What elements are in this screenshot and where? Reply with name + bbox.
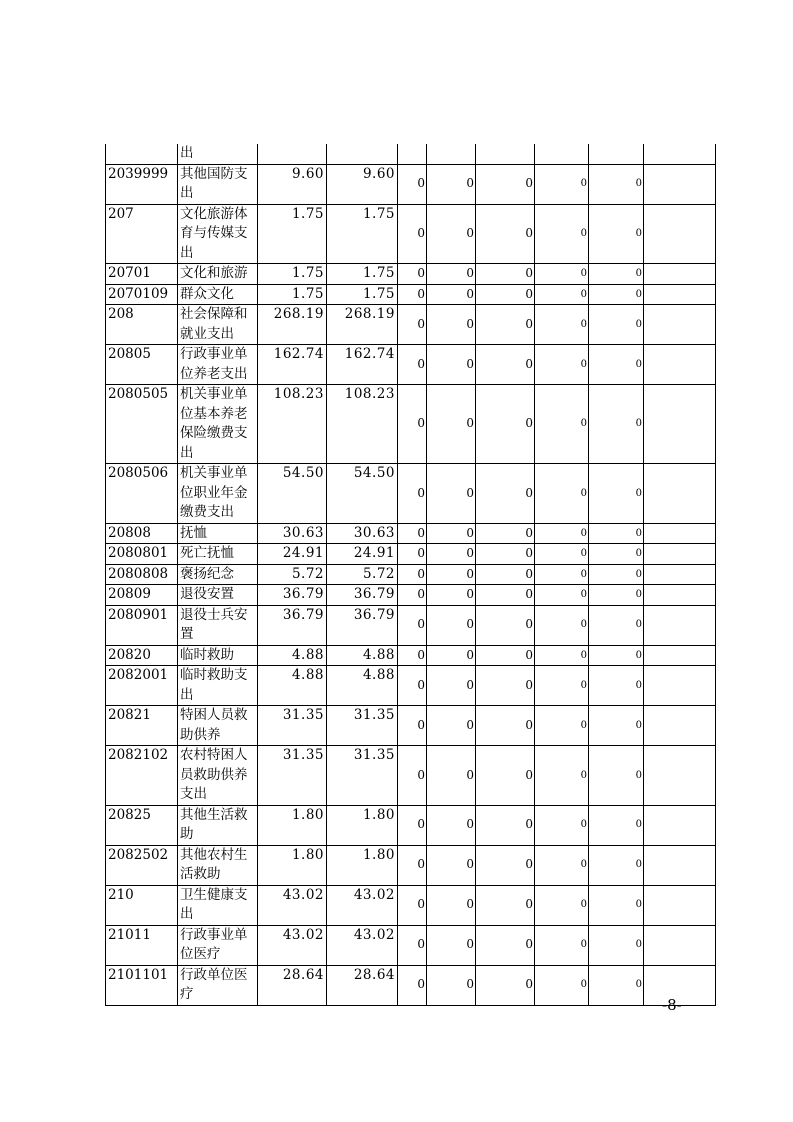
zero-value-cell: 0 [589,284,644,305]
item-name-cell: 褒扬纪念 [178,564,258,585]
code-cell: 2070109 [106,284,178,305]
zero-value-cell: 0 [535,264,589,285]
item-name-cell: 退役士兵安置 [178,605,258,645]
empty-cell [644,345,716,385]
code-cell: 207 [106,204,178,264]
zero-value-cell: 0 [476,345,535,385]
amount-basic-cell: 9.60 [327,164,398,204]
zero-value-cell: 0 [427,284,476,305]
code-cell: 2080801 [106,544,178,565]
table-row [106,284,716,305]
zero-value-cell: 0 [427,523,476,544]
table-row [106,345,716,385]
amount-total-cell: 31.35 [258,706,327,746]
empty-cell [644,925,716,965]
empty-cell [644,845,716,885]
table-row [106,585,716,606]
zero-value-cell: 0 [589,885,644,925]
amount-basic-cell: 4.88 [327,666,398,706]
zero-value-cell: 0 [476,925,535,965]
zero-value-cell: 0 [427,645,476,666]
zero-value-cell: 0 [398,666,427,706]
amount-total-cell: 108.23 [258,385,327,464]
zero-value-cell [535,144,589,164]
zero-value-cell: 0 [535,605,589,645]
zero-value-cell: 0 [476,706,535,746]
code-cell: 2080506 [106,464,178,524]
item-name-cell: 行政事业单位养老支出 [178,345,258,385]
zero-value-cell: 0 [535,746,589,806]
zero-value-cell: 0 [427,585,476,606]
zero-value-cell: 0 [535,585,589,606]
item-name-cell: 特困人员救助供养 [178,706,258,746]
table-row [106,925,716,965]
zero-value-cell: 0 [427,345,476,385]
zero-value-cell: 0 [398,845,427,885]
code-cell: 20701 [106,264,178,285]
empty-cell [644,564,716,585]
empty-cell [644,305,716,345]
zero-value-cell: 0 [589,746,644,806]
zero-value-cell: 0 [589,264,644,285]
code-cell: 2082102 [106,746,178,806]
amount-basic-cell: 1.75 [327,204,398,264]
zero-value-cell: 0 [535,805,589,845]
zero-value-cell: 0 [535,164,589,204]
table-row [106,204,716,264]
table-row [106,544,716,565]
amount-total-cell: 1.80 [258,805,327,845]
zero-value-cell: 0 [535,204,589,264]
amount-total-cell: 31.35 [258,746,327,806]
zero-value-cell: 0 [535,305,589,345]
zero-value-cell: 0 [535,666,589,706]
zero-value-cell [427,144,476,164]
item-name-cell: 机关事业单位职业年金缴费支出 [178,464,258,524]
table-row [106,805,716,845]
zero-value-cell: 0 [427,564,476,585]
amount-basic-cell: 36.79 [327,605,398,645]
amount-basic-cell: 36.79 [327,585,398,606]
code-cell [106,144,178,164]
zero-value-cell: 0 [398,925,427,965]
zero-value-cell: 0 [535,706,589,746]
amount-basic-cell: 43.02 [327,925,398,965]
table-row [106,464,716,524]
zero-value-cell: 0 [589,845,644,885]
amount-total-cell: 1.75 [258,264,327,285]
code-cell: 2082502 [106,845,178,885]
zero-value-cell: 0 [535,544,589,565]
code-cell: 20809 [106,585,178,606]
zero-value-cell: 0 [476,666,535,706]
zero-value-cell: 0 [589,805,644,845]
empty-cell [644,645,716,666]
zero-value-cell: 0 [427,305,476,345]
zero-value-cell: 0 [476,264,535,285]
amount-total-cell: 4.88 [258,645,327,666]
zero-value-cell: 0 [476,544,535,565]
code-cell: 20805 [106,345,178,385]
amount-basic-cell: 28.64 [327,965,398,1005]
zero-value-cell: 0 [398,605,427,645]
amount-basic-cell: 108.23 [327,385,398,464]
zero-value-cell: 0 [476,164,535,204]
table-row [106,144,716,164]
table-row [106,305,716,345]
zero-value-cell: 0 [535,523,589,544]
item-name-cell: 退役安置 [178,585,258,606]
zero-value-cell: 0 [476,805,535,845]
item-name-cell: 卫生健康支出 [178,885,258,925]
zero-value-cell: 0 [589,305,644,345]
empty-cell [644,284,716,305]
amount-basic-cell: 1.75 [327,284,398,305]
zero-value-cell: 0 [535,885,589,925]
item-name-cell: 群众文化 [178,284,258,305]
zero-value-cell: 0 [476,845,535,885]
amount-total-cell: 4.88 [258,666,327,706]
amount-total-cell: 1.80 [258,845,327,885]
zero-value-cell: 0 [476,564,535,585]
zero-value-cell: 0 [476,885,535,925]
table-row [106,385,716,464]
zero-value-cell: 0 [589,385,644,464]
amount-basic-cell: 268.19 [327,305,398,345]
zero-value-cell: 0 [427,264,476,285]
zero-value-cell: 0 [589,204,644,264]
zero-value-cell: 0 [535,645,589,666]
empty-cell [644,385,716,464]
amount-total-cell: 1.75 [258,284,327,305]
zero-value-cell: 0 [535,925,589,965]
amount-total-cell: 28.64 [258,965,327,1005]
amount-basic-cell: 1.80 [327,805,398,845]
code-cell: 21011 [106,925,178,965]
amount-basic-cell: 162.74 [327,345,398,385]
table-row [106,965,716,1005]
amount-total-cell [258,144,327,164]
empty-cell [644,805,716,845]
item-name-cell: 机关事业单位基本养老保险缴费支出 [178,385,258,464]
amount-total-cell: 9.60 [258,164,327,204]
zero-value-cell: 0 [427,666,476,706]
amount-total-cell: 24.91 [258,544,327,565]
empty-cell [644,605,716,645]
zero-value-cell: 0 [398,345,427,385]
item-name-cell: 社会保障和就业支出 [178,305,258,345]
zero-value-cell: 0 [398,645,427,666]
zero-value-cell: 0 [476,585,535,606]
zero-value-cell: 0 [476,204,535,264]
table-row [106,746,716,806]
amount-basic-cell: 54.50 [327,464,398,524]
zero-value-cell: 0 [589,605,644,645]
zero-value-cell: 0 [589,666,644,706]
item-name-cell: 文化旅游体育与传媒支出 [178,204,258,264]
amount-basic-cell: 1.75 [327,264,398,285]
zero-value-cell: 0 [427,706,476,746]
zero-value-cell: 0 [427,925,476,965]
empty-cell [644,885,716,925]
amount-total-cell: 162.74 [258,345,327,385]
zero-value-cell: 0 [589,925,644,965]
empty-cell [644,264,716,285]
zero-value-cell: 0 [398,204,427,264]
empty-cell [644,666,716,706]
zero-value-cell: 0 [398,706,427,746]
zero-value-cell: 0 [589,585,644,606]
zero-value-cell: 0 [476,605,535,645]
zero-value-cell: 0 [476,523,535,544]
zero-value-cell [398,144,427,164]
code-cell: 210 [106,885,178,925]
amount-basic-cell: 24.91 [327,544,398,565]
table-body [106,144,716,1005]
item-name-cell: 临时救助支出 [178,666,258,706]
zero-value-cell: 0 [398,284,427,305]
zero-value-cell [589,144,644,164]
amount-basic-cell: 31.35 [327,746,398,806]
code-cell: 20820 [106,645,178,666]
zero-value-cell: 0 [535,464,589,524]
zero-value-cell: 0 [476,746,535,806]
zero-value-cell: 0 [476,965,535,1005]
zero-value-cell: 0 [427,746,476,806]
code-cell: 2080901 [106,605,178,645]
zero-value-cell: 0 [476,305,535,345]
code-cell: 2101101 [106,965,178,1005]
zero-value-cell: 0 [398,464,427,524]
table-row [106,706,716,746]
zero-value-cell: 0 [589,706,644,746]
item-name-cell: 临时救助 [178,645,258,666]
item-name-cell: 行政单位医疗 [178,965,258,1005]
zero-value-cell: 0 [398,885,427,925]
table-row [106,605,716,645]
zero-value-cell: 0 [535,845,589,885]
empty-cell [644,544,716,565]
zero-value-cell: 0 [427,885,476,925]
item-name-cell: 其他农村生活救助 [178,845,258,885]
amount-total-cell: 268.19 [258,305,327,345]
zero-value-cell: 0 [589,345,644,385]
zero-value-cell: 0 [589,965,644,1005]
zero-value-cell: 0 [476,284,535,305]
amount-basic-cell: 43.02 [327,885,398,925]
code-cell: 2080505 [106,385,178,464]
item-name-cell: 文化和旅游 [178,264,258,285]
amount-total-cell: 54.50 [258,464,327,524]
zero-value-cell: 0 [398,965,427,1005]
zero-value-cell: 0 [398,564,427,585]
zero-value-cell: 0 [398,385,427,464]
zero-value-cell: 0 [589,544,644,565]
amount-basic-cell: 31.35 [327,706,398,746]
table-row [106,523,716,544]
amount-basic-cell: 1.80 [327,845,398,885]
zero-value-cell: 0 [476,645,535,666]
zero-value-cell: 0 [398,805,427,845]
amount-total-cell: 36.79 [258,585,327,606]
zero-value-cell: 0 [535,564,589,585]
zero-value-cell: 0 [589,645,644,666]
zero-value-cell: 0 [535,965,589,1005]
table-row [106,885,716,925]
amount-total-cell: 36.79 [258,605,327,645]
amount-basic-cell: 30.63 [327,523,398,544]
empty-cell [644,164,716,204]
amount-basic-cell: 4.88 [327,645,398,666]
zero-value-cell: 0 [398,164,427,204]
zero-value-cell: 0 [427,164,476,204]
item-name-cell: 出 [178,144,258,164]
table-row [106,645,716,666]
zero-value-cell [476,144,535,164]
zero-value-cell: 0 [589,164,644,204]
zero-value-cell: 0 [427,605,476,645]
empty-cell [644,204,716,264]
zero-value-cell: 0 [427,544,476,565]
code-cell: 2080808 [106,564,178,585]
zero-value-cell: 0 [427,204,476,264]
code-cell: 20821 [106,706,178,746]
empty-cell [644,746,716,806]
empty-cell [644,706,716,746]
zero-value-cell: 0 [535,385,589,464]
zero-value-cell: 0 [398,746,427,806]
code-cell: 20808 [106,523,178,544]
zero-value-cell: 0 [589,523,644,544]
zero-value-cell: 0 [427,965,476,1005]
budget-table [105,144,716,1006]
amount-total-cell: 43.02 [258,885,327,925]
amount-total-cell: 5.72 [258,564,327,585]
item-name-cell: 农村特困人员救助供养支出 [178,746,258,806]
empty-cell [644,585,716,606]
amount-basic-cell: 5.72 [327,564,398,585]
table-row [106,164,716,204]
item-name-cell: 其他生活救助 [178,805,258,845]
zero-value-cell: 0 [476,385,535,464]
empty-cell [644,464,716,524]
zero-value-cell: 0 [427,464,476,524]
code-cell: 2039999 [106,164,178,204]
empty-cell [644,523,716,544]
zero-value-cell: 0 [535,345,589,385]
zero-value-cell: 0 [427,805,476,845]
zero-value-cell: 0 [398,523,427,544]
zero-value-cell: 0 [589,464,644,524]
table-row [106,264,716,285]
amount-total-cell: 30.63 [258,523,327,544]
code-cell: 20825 [106,805,178,845]
zero-value-cell: 0 [398,585,427,606]
code-cell: 2082001 [106,666,178,706]
zero-value-cell: 0 [476,464,535,524]
zero-value-cell: 0 [427,845,476,885]
item-name-cell: 抚恤 [178,523,258,544]
page-number: -8- [662,996,682,1014]
item-name-cell: 行政事业单位医疗 [178,925,258,965]
item-name-cell: 死亡抚恤 [178,544,258,565]
zero-value-cell: 0 [589,564,644,585]
table-row [106,666,716,706]
table-row [106,845,716,885]
amount-total-cell: 43.02 [258,925,327,965]
zero-value-cell: 0 [427,385,476,464]
amount-basic-cell [327,144,398,164]
amount-total-cell: 1.75 [258,204,327,264]
zero-value-cell: 0 [398,544,427,565]
item-name-cell: 其他国防支出 [178,164,258,204]
empty-cell [644,144,716,164]
code-cell: 208 [106,305,178,345]
zero-value-cell: 0 [535,284,589,305]
table-row [106,564,716,585]
zero-value-cell: 0 [398,305,427,345]
zero-value-cell: 0 [398,264,427,285]
